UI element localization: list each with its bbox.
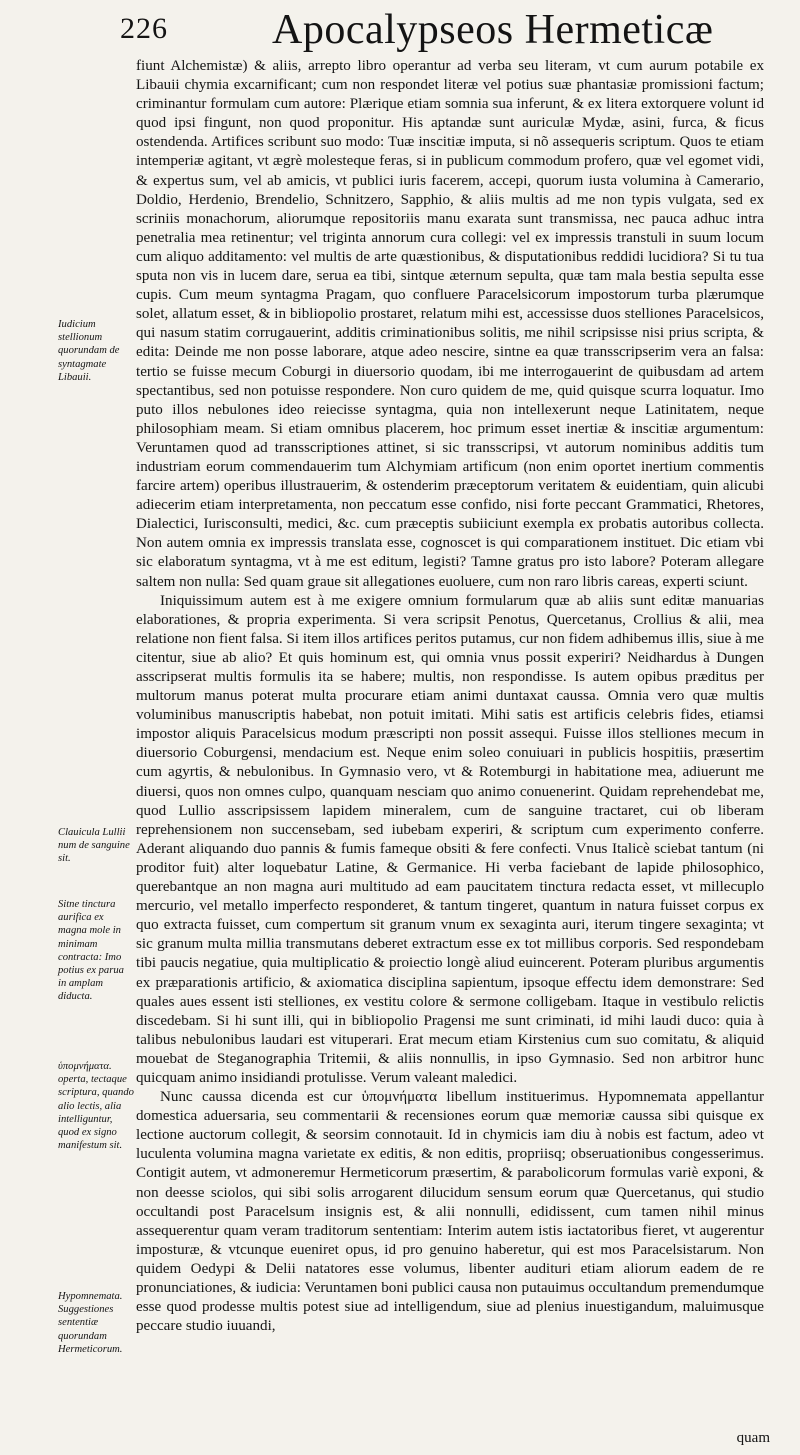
paragraph-3: Nunc caussa dicenda est cur ὑπομνήματα libellum instituerimus. Hypomnemata appellantur domestica aduersaria, seu commentarii & recensiones eorum quæ memoriæ caussa sibi quisque ex lectione auctorum collegit, & seorsim connotauit. Id in chymicis iam diu à nobis est factum, adeo vt luculenta volumina magna varietate ex editis, & non editis, propriisq; obseruationibus congesserimus. Contigit autem, vt admoneremur Hermeticorum præsertim, & parabolicorum formulas variè exponi, & non deesse sciolos, qui sibi solis arrogarent dilucidum sensum eorum quæ Quercetanus, qui studio occultandi post Paracelsum insignis est, & alii nonnulli, edidissent, cum tamen nihil minus assequerentur quam veram traditorum sententiam: Interim autem istis iactatoribus fieret, vt augerentur imposturæ, & vtcunque eueniret opus, id pro genuino haberetur, qui est mos Paracelsistarum. Non quidem Oedypi & Delii natatores esse volumus, libenter audituri etiam aliorum eadem de re pronunciationes, & iudicia: Veruntamen boni publici causa non putauimus occultandum premendumque esse quod prodesse multis potest siue ad intelligendum, siue ad plenius inuestigandum, maluimusque peccare studio iuuandi, (136, 1089, 764, 1335)
running-head: Apocalypseos Hermeticæ (272, 7, 714, 53)
page-number: 226 (120, 12, 168, 45)
body-text (136, 57, 764, 1336)
margin-note-clauicula: Clauicula Lullii num de sanguine sit. (58, 827, 130, 865)
margin-note-iudicium: Iudicium stellionum quorundam de syntagmate Libauii. (58, 319, 120, 383)
margin-note-hypomnemata: Hypomnemata. Suggestiones sententiæ quorundam Hermeticorum. (58, 1291, 123, 1355)
paragraph-2: Iniquissimum autem est à me exigere omnium formularum quæ ab aliis sunt editæ manuarias elaborationes, & propria experimenta. Si vera scripsit Penotus, Quercetanus, Crollius & alii, mea relatione non fient falsa. Si item illos artifices peritos putamus, cur non fidem adhibemus illis, siue à me citentur, siue ab alio? Et quis hominum est, qui omnia vnus possit experiri? Neidhardus à Dungen asscripserat multis formulis ita se habere; multis, non respondisse. Is autem opibus præditus per multorum manus poterat multa procurare etiam animi duntaxat caussa. Omnia vero quæ multis voluminibus manuscriptis habebat, non potuit imitati. Mihi satis est artificis celebris fides, etiamsi impostor aliquis Paracelsicus modum præscripti non possit assequi. Fuisse illos stelliones mecum in diuersorio Coburgensi, mendacium est. Neque enim soleo conuiuari in publicis hospitiis, præsertim cum agyrtis, & nebulonibus. In Gymnasio vero, vt & Rotemburgi in habitatione mea, adiuerunt me diuersi, quos non omnes culpo, quanquam nesciam quo animo conuenerint. Quidam reprehendebat me, quod Lullio asscripsissem lapidem mineralem, cum de sanguine tractaret, cui ob liberam reprehensionem non succensebam, sed iubebam experiri, & scriptum cum experimento conferre. Aderant aliquando duo pannis & fumis fameque obsiti & fere confecti. Vnus Italicè sciebat tantum (ni proditor fuit) alter loquebatur Latine, & Germanice. Hi verba faciebant de lapide philosophico, querebantque an non magna auri multitudo ad eam paucitatem tinctura redacta esset, vt millecuplo mercurio, vel metallo imperfecto responderet, & tantum tingeret, quantum in natura fuisset corpus ex quo extracta fuisset, cum compertum sit granum vnum ex sexaginta auri, iterum tingere sexaginta; vt sic granum multa millia transmutans deberet extractum esse ex tot millibus corporis. Sed respondebam tibi paucis negatiue, quia multiplicatio & proiectio longè aliud euincerent. Poteram pluribus argumentis ex præparationis artificio, & axiomatica disciplina sapientum, ipsoque effectu idem demonstrare: Sed quales aues essent isti stelliones, ex vestitu colore & sermone colligebam. Itaque in vestibulo relictis discedebam. Si hi sunt illi, qui in bibliopolio Pragensi me sunt criminati, id mihi laudi duco: quia à talibus nebulonibus laudari est vituperari. Erat mecum etiam Kirstenius cum suo comitatu, & aliquid mouebat de Steganographia Tritemii, & aliis nonnullis, in ipso Gymnasio. Sed non arbitror hunc quicquam animo insidiandi protulisse. Verum valeant maledici. (136, 592, 764, 1086)
page-header (0, 6, 800, 54)
catchword: quam (736, 1430, 770, 1446)
margin-note-hypomnemata-greek: ὑπομνήματα. operta, tectaque scriptura, quando alio lectis, alia intelliguntur, quod ex signo manifestum sit. (58, 1061, 134, 1152)
paragraph-1: fiunt Alchemistæ) & aliis, arrepto libro operantur ad verba seu literam, vt cum aurum potabile ex Libauii chymia excarnificant; cum non respondet literæ vel potius suæ phantasiæ promissioni factum; criminantur formulam cum autore: Plærique etiam somnia sua inferunt, & ex litera extorquere volunt id quod ipsi fingunt, non quod proponitur. His aptandæ sunt auriculæ Mydæ, asini, furca, & ficus ostendenda. Artifices scribunt suo modo: Tuæ inscitiæ imputa, si nõ assequeris scriptum. Quos te etiam intemperiæ agitant, vt ægrè molesteque feras, si in publicum commodum profero, quæ vel egomet vidi, & expertus sum, vel ab amicis, vt publici iuris facerem, accepi, quorum iusta volumina à Camerario, Doldio, Herdenio, Brendelio, Schnitzero, Sapphio, & aliis multis ad me non typis vulgata, sed ex scriniis monachorum, aliorumque repositoriis manu exarata sunt transmissa, nec pauca adhuc intra penetralia mea retinentur; vel triginta annorum cura collegi: vel ex impressis transtuli in suum locum cum aliquo additamento: vel multis de arte quæstionibus, & disputationibus reddidi lucidiora? Si tu tua sputa non vis in lucem dare, serua ea tibi, sintque æternum sepulta, quæ tam mala bestia sepulta esse cupis. Cum meum syntagma Pragam, quo confluere Paracelsicorum impostorum turba plærumque solet, allatum esset, & in bibliopolio prostaret, relatum mihi est, accessisse duos stelliones Paracelsicos, qui nasum statim corrugauerint, additis criminationibus solitis, me nihil scripsisse nisi prius scripta, & edita: Deinde me non posse laborare, atque adeo nescire, sintne ea quæ transscripserim vera an falsa: tertio se fuisse mecum Coburgi in diuersorio quodam, ibi me interrogauerint de quibusdam ad artem spectantibus, sed non potuisse respondere. Non curo quidem de me, quid quisque scurra loquatur. Imo puto illos nebulones ideo reiecisse syntagma, quia non intellexerunt neque Latinitatem, neque philosophiam meam. Si etiam omnibus placerem, hoc primum esset inertiæ & inscitiæ argumentum: Veruntamen quod ad transscriptiones attinet, si sic transscripsi, vt autorum nominibus additis tum industriam eorum commendauerim tum Alchymiam artificum (non enim oportet inertium commentis farcire artem) operibus illustrauerim, & ostenderim præceptorum veritatem & euidentiam, quin alicubi adiecerim etiam interpretamenta, non peccatum esse confido, nisi forte peccant Grammatici, Rhetores, Dialectici, Iurisconsulti, medici, &c. cum præceptis subiiciunt exempla ex probatis autoribus collecta. Non autem omnia ex impressis translata esse, cognoscet is qui comparationem instituet. Dic etiam vbi sic elaboratum syntagma, vt à me est editum, legisti? Tamne gratus pro isto labore? Poteram allegare saltem non nulla: Sed quam graue sit allegationes euoluere, cum non raro libris careas, experti sciunt. (136, 58, 764, 590)
margin-note-tinctura: Sitne tinctura aurifica ex magna mole in minimam contracta: Imo potius ex parua in amplam diducta. (58, 899, 124, 1003)
